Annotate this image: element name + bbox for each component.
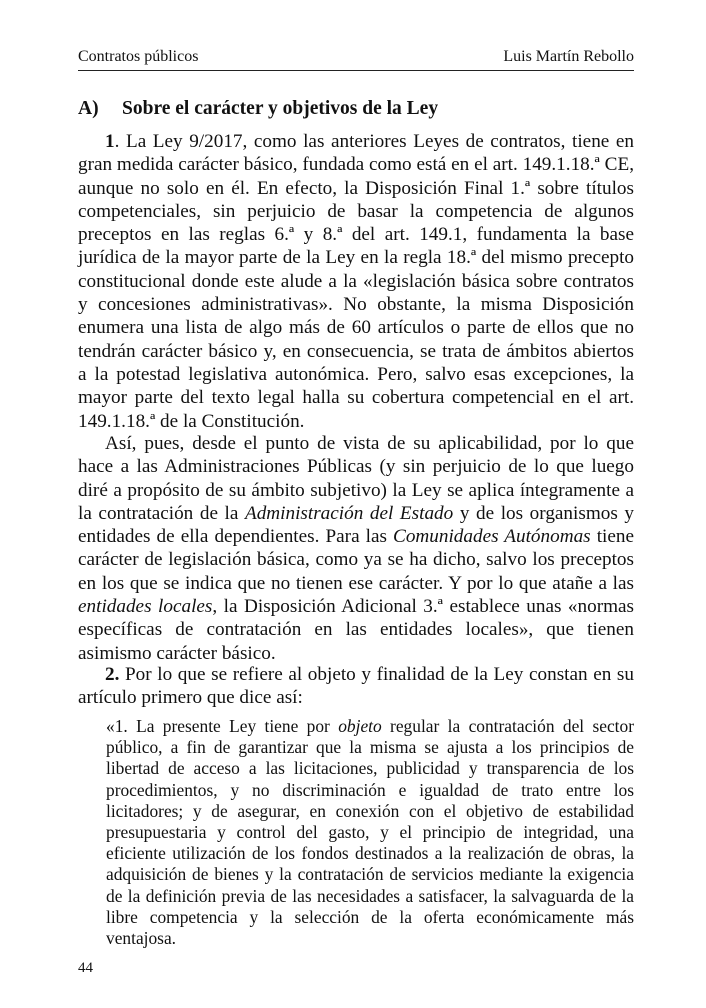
section-heading	[78, 98, 438, 120]
paragraph-text: y de los organismos y entidades de ella dependientes. Para las	[78, 502, 634, 548]
paragraph-text: . La Ley 9/2017, como las anteriores Leyes de contratos, tiene en gran medida carácter básico, fundada como está en el art. 149.1.18.ª CE, aunque no solo en él. En efecto, la Disposición Final 1.ª sobre títulos competenciales, sin perjuicio de basar la competencia de algunos preceptos en las reglas 6.ª y 8.ª del art. 149.1, fundamenta la base jurídica de la mayor parte de la Ley en la regla 18.ª del mismo precepto constitucional donde este alude a la «legislación básica sobre contratos y concesiones administrativas». No obstante, la misma Disposición enumera una lista de algo más de 60 artículos o parte de ellos que no tendrán carácter básico y, en consecuencia, se trata de ámbitos abiertos a la potestad legislativa autonómica. Pero, salvo esas excepciones, la mayor parte del texto legal halla su cobertura competencial en el art. 149.1.18.ª de la Constitución.	[78, 131, 634, 432]
block-quote	[106, 716, 634, 949]
paragraph-1	[78, 130, 634, 433]
quote-text: «1. La presente Ley tiene por	[106, 716, 339, 736]
paragraph-number: 1	[105, 131, 115, 152]
paragraph-3	[78, 663, 634, 710]
quote-text: regular la contratación del sector público, a fin de garantizar que la misma se ajusta a los principios de libertad de acceso a las licitaciones, publicidad y transparencia de los procedimientos, y no discriminación e igualdad de trato entre los licitadores; y de asegurar, en conexión con el objetivo de estabilidad presupuestaria y control del gasto, y el principio de integridad, una eficiente utilización de los fondos destinados a la realización de obras, la adquisición de bienes y la contratación de servicios mediante la exigencia de la definición previa de las necesidades a satisfacer, la salvaguarda de la libre competencia y la selección de la oferta económicamente más ventajosa.	[106, 716, 635, 949]
header-author: Luis Martín Rebollo	[503, 48, 634, 65]
paragraph-text: tiene carácter de legislación básica, como ya se ha dicho, salvo los preceptos en los que se indica que no tienen ese carácter. Y por lo que atañe a las	[78, 526, 634, 594]
running-header	[78, 46, 634, 71]
paragraph-text: Así, pues, desde el punto de vista de su aplicabilidad, por lo que hace a las Administraciones Públicas (y sin perjuicio de lo que luego diré a propósito de su ámbito subjetivo) la Ley se aplica íntegramente a la contratación de la	[78, 433, 634, 524]
italic-term: Comunidades Autónomas	[393, 526, 591, 548]
page-number: 44	[78, 960, 93, 976]
paragraph-text: Por lo que se refiere al objeto y finalidad de la Ley constan en su artículo primero que dice así:	[78, 664, 634, 709]
italic-term: Administración del Estado	[244, 502, 454, 524]
italic-term: objeto	[338, 716, 382, 736]
paragraph-text: , la Disposición Adicional 3.ª establece unas «normas específicas de contratación en las entidades locales», que tienen asimismo carácter básico.	[78, 596, 634, 664]
section-title: Sobre el carácter y objetivos de la Ley	[122, 98, 439, 119]
paragraph-2	[78, 432, 634, 665]
header-book-title: Contratos públicos	[78, 48, 199, 65]
paragraph-number: 2.	[105, 664, 120, 685]
italic-term: entidades locales	[78, 596, 213, 618]
section-letter: A)	[78, 98, 99, 119]
